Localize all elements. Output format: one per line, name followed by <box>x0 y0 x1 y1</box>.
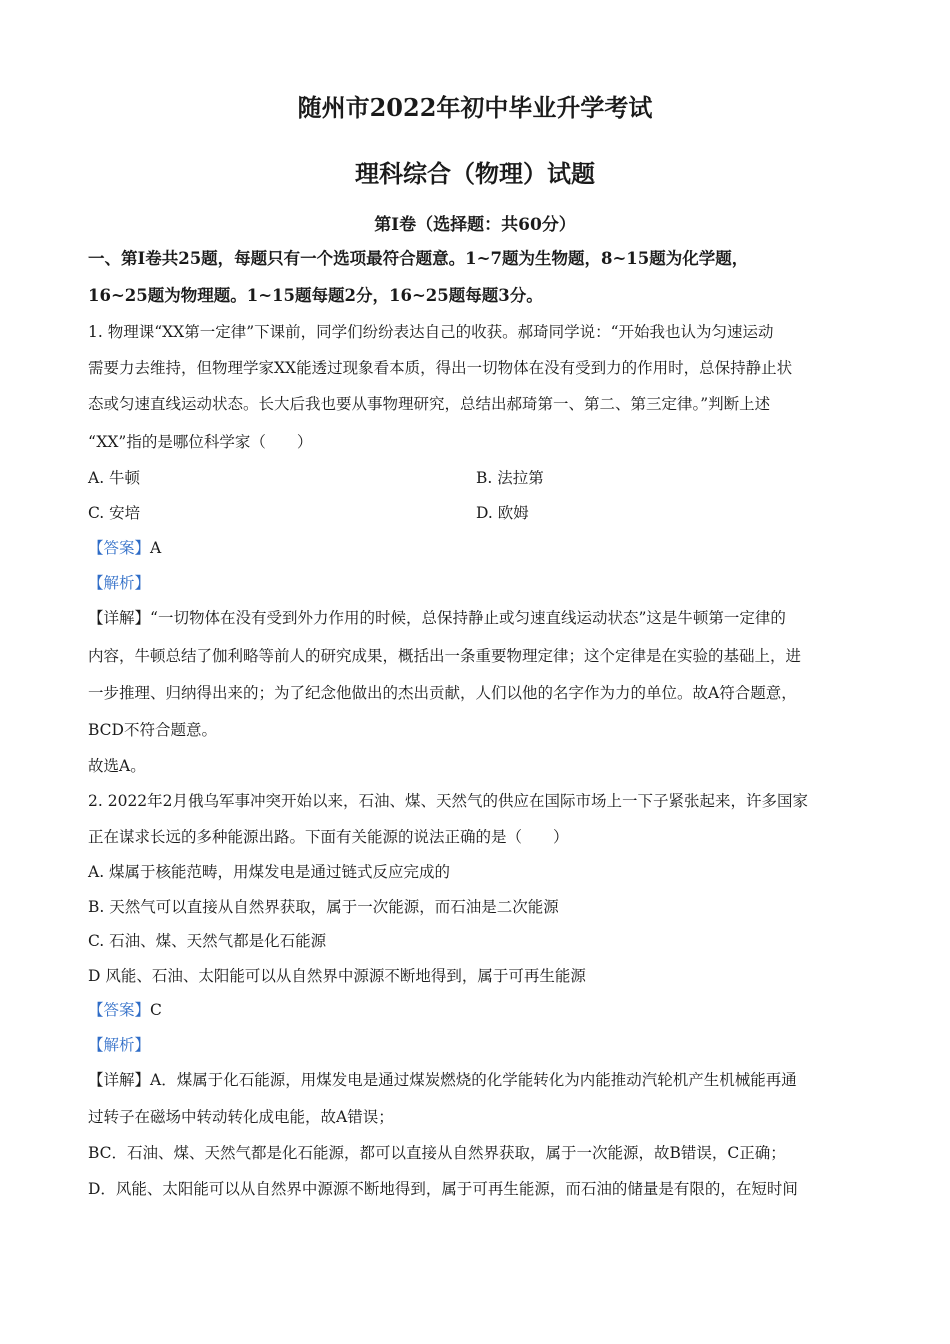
q1-conclusion: 故选A。 <box>88 757 146 775</box>
q2-option-c: C. 石油、煤、天然气都是化石能源 <box>88 932 327 950</box>
q1-analysis <box>88 572 868 594</box>
q1-option-c: C. 安培 <box>88 504 141 522</box>
answer-tag: 【答案】 <box>88 539 151 557</box>
analysis-tag: 【解析】 <box>88 1036 151 1054</box>
q2-detail-line: D．风能、太阳能可以从自然界中源源不断地得到，属于可再生能源，而石油的储量是有限的，在短时间 <box>88 1180 798 1198</box>
answer-tag: 【答案】 <box>88 1001 151 1019</box>
detail-tag: 【详解】 <box>88 609 151 627</box>
q2-detail-line: BC．石油、煤、天然气都是化石能源，都可以直接从自然界获取，属于一次能源，故B错误，C正确； <box>88 1144 786 1162</box>
q1-detail-line: 内容，牛顿总结了伽利略等前人的研究成果，概括出一条重要物理定律；这个定律是在实验的基础上，进 <box>88 647 802 665</box>
q1-option-b: B. 法拉第 <box>476 469 544 487</box>
instructions-line: 一、第I卷共25题，每题只有一个选项最符合题意。1~7题为生物题，8~15题为化学题， <box>88 249 749 268</box>
q1-option-a: A. 牛顿 <box>88 469 141 487</box>
answer-value: A <box>150 539 162 557</box>
q2-analysis <box>88 1034 868 1056</box>
exam-title: 随州市2022年初中毕业升学考试 <box>297 93 653 122</box>
q2-detail-line: 【详解】A．煤属于化石能源，用煤发电是通过煤炭燃烧的化学能转化为内能推动汽轮机产生机械能再通 <box>88 1071 797 1089</box>
q1-stem-line: 1. 物理课“XX第一定律”下课前，同学们纷纷表达自己的收获。郝琦同学说：“开始我也认为匀速运动 <box>88 323 774 341</box>
detail-tag: 【详解】 <box>88 1071 151 1089</box>
section-heading: 第I卷（选择题：共60分） <box>374 215 576 235</box>
instructions-line: 16~25题为物理题。1~15题每题2分，16~25题每题3分。 <box>88 286 543 305</box>
q1-detail-line: 【详解】“一切物体在没有受到外力作用的时候，总保持静止或匀速直线运动状态”这是牛顿第一定律的 <box>88 609 786 627</box>
q1-stem-line: 需要力去维持，但物理学家XX能透过现象看本质，得出一切物体在没有受到力的作用时，总保持静止状 <box>88 359 793 377</box>
q2-answer <box>88 999 868 1021</box>
exam-subtitle: 理科综合（物理）试题 <box>355 159 595 188</box>
q1-stem-line: “XX”指的是哪位科学家（ ） <box>88 433 313 451</box>
q2-option-a: A. 煤属于核能范畴，用煤发电是通过链式反应完成的 <box>88 863 451 881</box>
q2-option-d: D 风能、石油、太阳能可以从自然界中源源不断地得到，属于可再生能源 <box>88 967 586 985</box>
q2-stem-line: 2. 2022年2月俄乌军事冲突开始以来，石油、煤、天然气的供应在国际市场上一下子紧张起来，许多国家 <box>88 792 809 810</box>
q1-detail-line: 一步推理、归纳得出来的；为了纪念他做出的杰出贡献，人们以他的名字作为力的单位。故A符合题意， <box>88 684 797 702</box>
q1-detail-line: BCD不符合题意。 <box>88 721 217 739</box>
q2-stem-line: 正在谋求长远的多种能源出路。下面有关能源的说法正确的是（ ） <box>88 828 569 846</box>
analysis-tag: 【解析】 <box>88 574 151 592</box>
q2-detail-line: 过转子在磁场中转动转化成电能，故A错误； <box>88 1108 394 1126</box>
q1-option-d: D. 欧姆 <box>476 504 529 522</box>
q1-answer <box>88 537 868 559</box>
q2-option-b: B. 天然气可以直接从自然界获取，属于一次能源，而石油是二次能源 <box>88 898 559 916</box>
answer-value: C <box>150 1001 162 1019</box>
q1-stem-line: 态或匀速直线运动状态。长大后我也要从事物理研究，总结出郝琦第一、第二、第三定律。”判断上述 <box>88 395 771 413</box>
